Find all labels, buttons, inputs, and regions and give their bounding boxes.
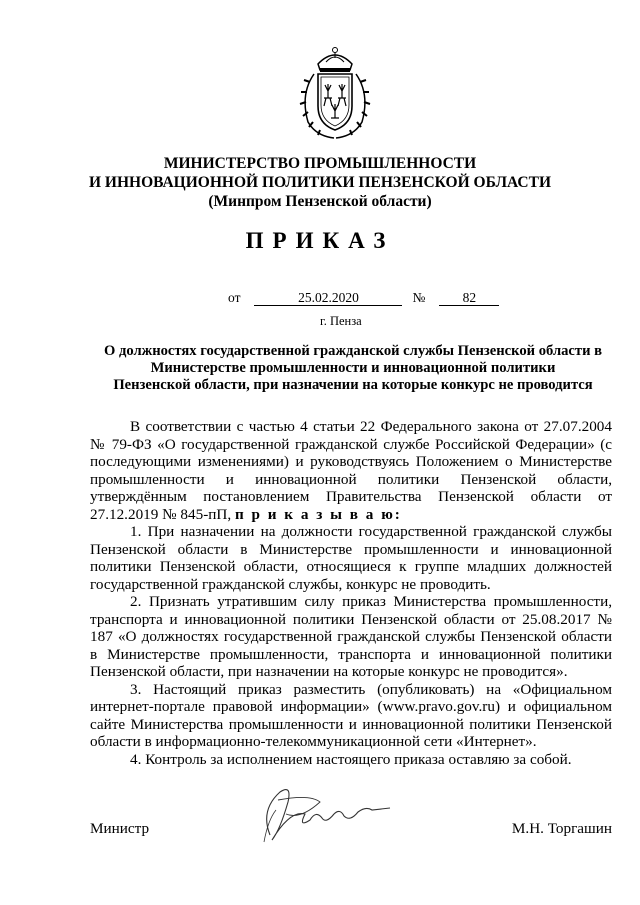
date-prefix: от (228, 290, 241, 305)
handwritten-signature (250, 780, 400, 850)
document-body (90, 418, 612, 768)
document-number: 82 (439, 290, 499, 306)
preamble-paragraph (90, 418, 612, 523)
document-city: г. Пенза (320, 314, 362, 328)
organization-header (0, 154, 640, 211)
subject-line3: Пензенской области, при назначении на которые конкурс не проводится (113, 377, 593, 393)
org-name-line2: И ИННОВАЦИОННОЙ ПОЛИТИКИ ПЕНЗЕНСКОЙ ОБЛАСТИ (88, 174, 552, 191)
document-date: 25.02.2020 (254, 290, 402, 306)
date-number-line (228, 290, 499, 306)
number-prefix: № (412, 290, 426, 305)
item-4-paragraph: 4. Контроль за исполнением настоящего приказа оставляю за собой. (130, 750, 572, 768)
subject-line1: О должностях государственной гражданской службы Пензенской области в (103, 343, 603, 359)
signatory-name: М.Н. Торгашин (511, 820, 612, 837)
item-2-paragraph: 2. Признать утратившим силу приказ Министерства промышленности, транспорта и инновационной политики Пензенской области от 25.08.2017 № 187 «О должностях государственной гражданской службы Пензенской области в Министерстве промышленности, транспорта и инновационной политики Пензенской области, при назначении на которые конкурс не проводится». (90, 593, 612, 680)
order-word: п р и к а з ы в а ю: (234, 505, 402, 523)
item-3-paragraph: 3. Настоящий приказ разместить (опубликовать) на «Официальном интернет-портале правовой информации» (www.pravo.gov.ru) и официальном сайте Министерства промышленности и инновационной политики Пензенской области в информационно-телекоммуникационной сети «Интернет». (90, 680, 612, 750)
subject-line2: Министерстве промышленности и инновационной политики (150, 360, 556, 376)
signatory-title: Министр (90, 820, 150, 837)
document-type-title: ПРИКАЗ (245, 228, 395, 253)
org-name-line1: МИНИСТЕРСТВО ПРОМЫШЛЕННОСТИ (163, 155, 477, 172)
preamble-text: В соответствии с частью 4 статьи 22 Федерального закона от 27.07.2004 № 79-ФЗ «О государственной гражданской службе Российской Федерации» (с последующими изменениями) и руководствуясь Положением о Министерстве промышленности и инновационной политики Пензенской области, утверждённым постановлением Правительства Пензенской области от 27.12.2019 № 845-пП, (90, 418, 612, 523)
document-subject (88, 343, 618, 394)
item-1-paragraph: 1. При назначении на должности государственной гражданской службы Пензенской области в Министерстве промышленности и инновационной политики Пензенской области, относящиеся к группе младших должностей государственной гражданской службы, конкурс не проводить. (90, 523, 612, 593)
coat-of-arms-emblem (296, 44, 374, 140)
org-short-name: (Минпром Пензенской области) (208, 193, 432, 210)
